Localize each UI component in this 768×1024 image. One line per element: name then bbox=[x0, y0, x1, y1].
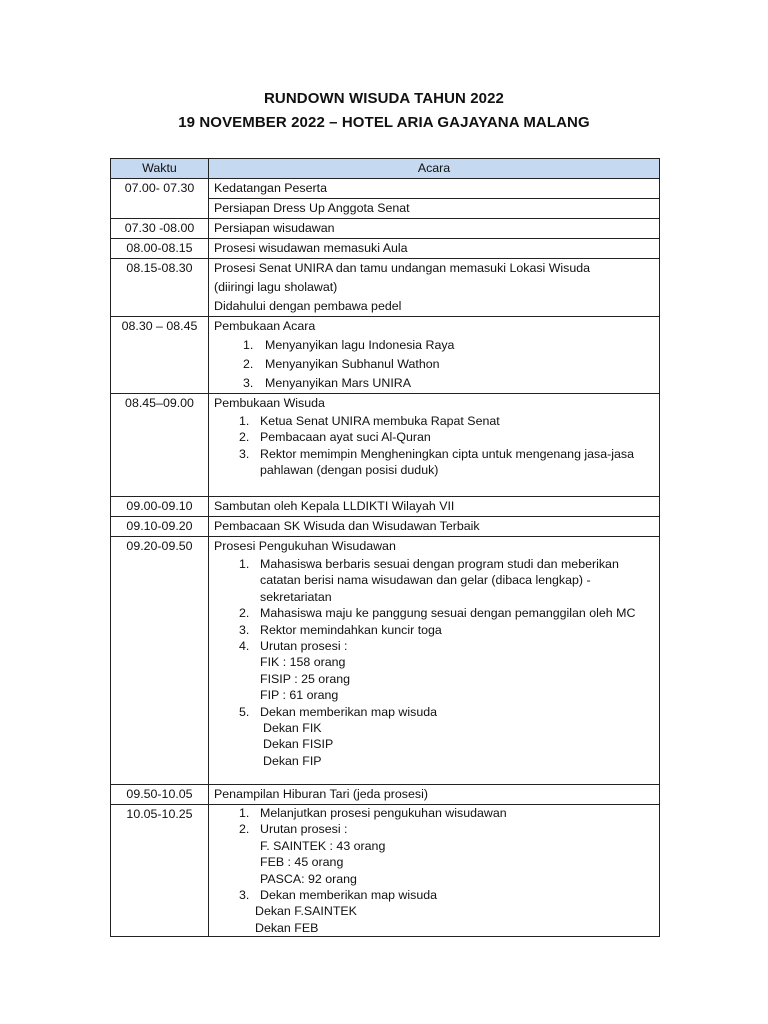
list-item: 1. Menyanyikan lagu Indonesia Raya bbox=[243, 338, 455, 352]
numbered-list bbox=[214, 805, 653, 838]
time-cell: 08.45–09.00 bbox=[111, 394, 209, 497]
time-cell: 09.10-09.20 bbox=[111, 517, 209, 537]
list-item: 1. Melanjutkan prosesi pengukuhan wisudawan bbox=[239, 806, 507, 820]
time-cell: 09.20-09.50 bbox=[111, 537, 209, 785]
table-row bbox=[111, 219, 660, 239]
event-cell bbox=[209, 317, 660, 394]
numbered-list bbox=[214, 704, 653, 720]
event-text: Didahului dengan pembawa pedel bbox=[214, 299, 402, 313]
list-item: 2. Pembacaan ayat suci Al-Quran bbox=[239, 430, 431, 445]
event-cell bbox=[209, 517, 660, 537]
table-row bbox=[111, 805, 660, 937]
dean-name: Dekan FIK bbox=[263, 721, 322, 736]
prosesi-count: FISIP : 25 orang bbox=[260, 671, 351, 686]
list-item: 3. Menyanyikan Mars UNIRA bbox=[243, 376, 411, 390]
prosesi-count: FIK : 158 orang bbox=[260, 655, 346, 670]
event-text: Sambutan oleh Kepala LLDIKTI Wilayah VII bbox=[214, 499, 455, 513]
numbered-list bbox=[214, 887, 653, 903]
time-cell: 08.30 – 08.45 bbox=[111, 317, 209, 394]
prosesi-count: FIP : 61 orang bbox=[260, 688, 339, 703]
table-row bbox=[111, 394, 660, 497]
event-text: Prosesi Pengukuhan Wisudawan bbox=[214, 539, 396, 553]
list-item: 2. Urutan prosesi : bbox=[239, 822, 348, 837]
event-text: Pembukaan Wisuda bbox=[214, 396, 325, 410]
document-subtitle: 19 NOVEMBER 2022 – HOTEL ARIA GAJAYANA MALANG bbox=[178, 114, 590, 131]
time-cell: 07.00- 07.30 bbox=[111, 179, 209, 219]
table-row bbox=[111, 785, 660, 805]
event-cell bbox=[209, 179, 660, 199]
list-item: 3. Dekan memberikan map wisuda bbox=[239, 888, 437, 903]
table-row bbox=[111, 317, 660, 394]
time-cell: 10.05-10.25 bbox=[111, 805, 209, 937]
event-text: Penampilan Hiburan Tari (jeda prosesi) bbox=[214, 787, 428, 801]
time-cell: 09.50-10.05 bbox=[111, 785, 209, 805]
table-header-row bbox=[111, 159, 660, 179]
numbered-list bbox=[214, 556, 653, 654]
header-time: Waktu bbox=[111, 159, 209, 179]
list-item: 2. Menyanyikan Subhanul Wathon bbox=[243, 357, 440, 371]
numbered-list bbox=[214, 336, 653, 393]
list-item: 1. Ketua Senat UNIRA membuka Rapat Senat bbox=[239, 414, 500, 428]
event-text: Prosesi wisudawan memasuki Aula bbox=[214, 241, 408, 255]
event-text: Persiapan wisudawan bbox=[214, 221, 335, 235]
time-cell: 09.00-09.10 bbox=[111, 497, 209, 517]
time-cell: 07.30 -08.00 bbox=[111, 219, 209, 239]
event-text: Pembukaan Acara bbox=[214, 319, 316, 333]
event-cell bbox=[209, 259, 660, 317]
event-cell bbox=[209, 805, 660, 937]
table-row bbox=[111, 537, 660, 785]
list-item: 2. Mahasiswa maju ke panggung sesuai dengan pemanggilan oleh MC bbox=[239, 606, 636, 621]
event-text: Persiapan Dress Up Anggota Senat bbox=[214, 201, 410, 215]
event-text: Pembacaan SK Wisuda dan Wisudawan Terbaik bbox=[214, 519, 480, 533]
time-cell: 08.00-08.15 bbox=[111, 239, 209, 259]
header-event: Acara bbox=[209, 159, 660, 179]
table-row bbox=[111, 259, 660, 317]
list-item: 5. Dekan memberikan map wisuda bbox=[239, 704, 437, 719]
dean-name: Dekan FEB bbox=[255, 920, 319, 935]
event-cell bbox=[209, 219, 660, 239]
event-text: Prosesi Senat UNIRA dan tamu undangan memasuki Lokasi Wisuda bbox=[214, 261, 591, 275]
dean-name: Dekan FISIP bbox=[263, 737, 334, 752]
table-row bbox=[111, 497, 660, 517]
list-item: 3. Rektor memimpin Mengheningkan cipta untuk mengenang jasa-jasa pahlawan (dengan posisi duduk) bbox=[239, 446, 634, 478]
event-cell bbox=[209, 497, 660, 517]
numbered-list bbox=[214, 413, 653, 479]
prosesi-count: FEB : 45 orang bbox=[260, 855, 344, 870]
event-cell bbox=[209, 239, 660, 259]
time-cell: 08.15-08.30 bbox=[111, 259, 209, 317]
event-text: (diiringi lagu sholawat) bbox=[214, 280, 338, 294]
event-cell bbox=[209, 537, 660, 785]
table-row bbox=[111, 517, 660, 537]
list-item: 1. Mahasiswa berbaris sesuai dengan program studi dan meberikan catatan berisi nama wisudawan dan gelar (dibaca lengkap) - sekretariatan bbox=[239, 557, 619, 604]
dean-name: Dekan FIP bbox=[263, 753, 322, 768]
list-item: 3. Rektor memindahkan kuncir toga bbox=[239, 622, 442, 637]
event-cell bbox=[209, 394, 660, 497]
document-title: RUNDOWN WISUDA TAHUN 2022 bbox=[263, 90, 504, 107]
table-row bbox=[111, 239, 660, 259]
list-item: 4. Urutan prosesi : bbox=[239, 639, 348, 654]
event-text: Kedatangan Peserta bbox=[214, 181, 327, 195]
prosesi-count: F. SAINTEK : 43 orang bbox=[260, 838, 386, 853]
dean-name: Dekan F.SAINTEK bbox=[255, 904, 357, 919]
rundown-table bbox=[110, 158, 660, 937]
table-row bbox=[111, 179, 660, 199]
event-cell bbox=[209, 785, 660, 805]
event-cell bbox=[209, 199, 660, 219]
prosesi-count: PASCA: 92 orang bbox=[260, 871, 357, 886]
